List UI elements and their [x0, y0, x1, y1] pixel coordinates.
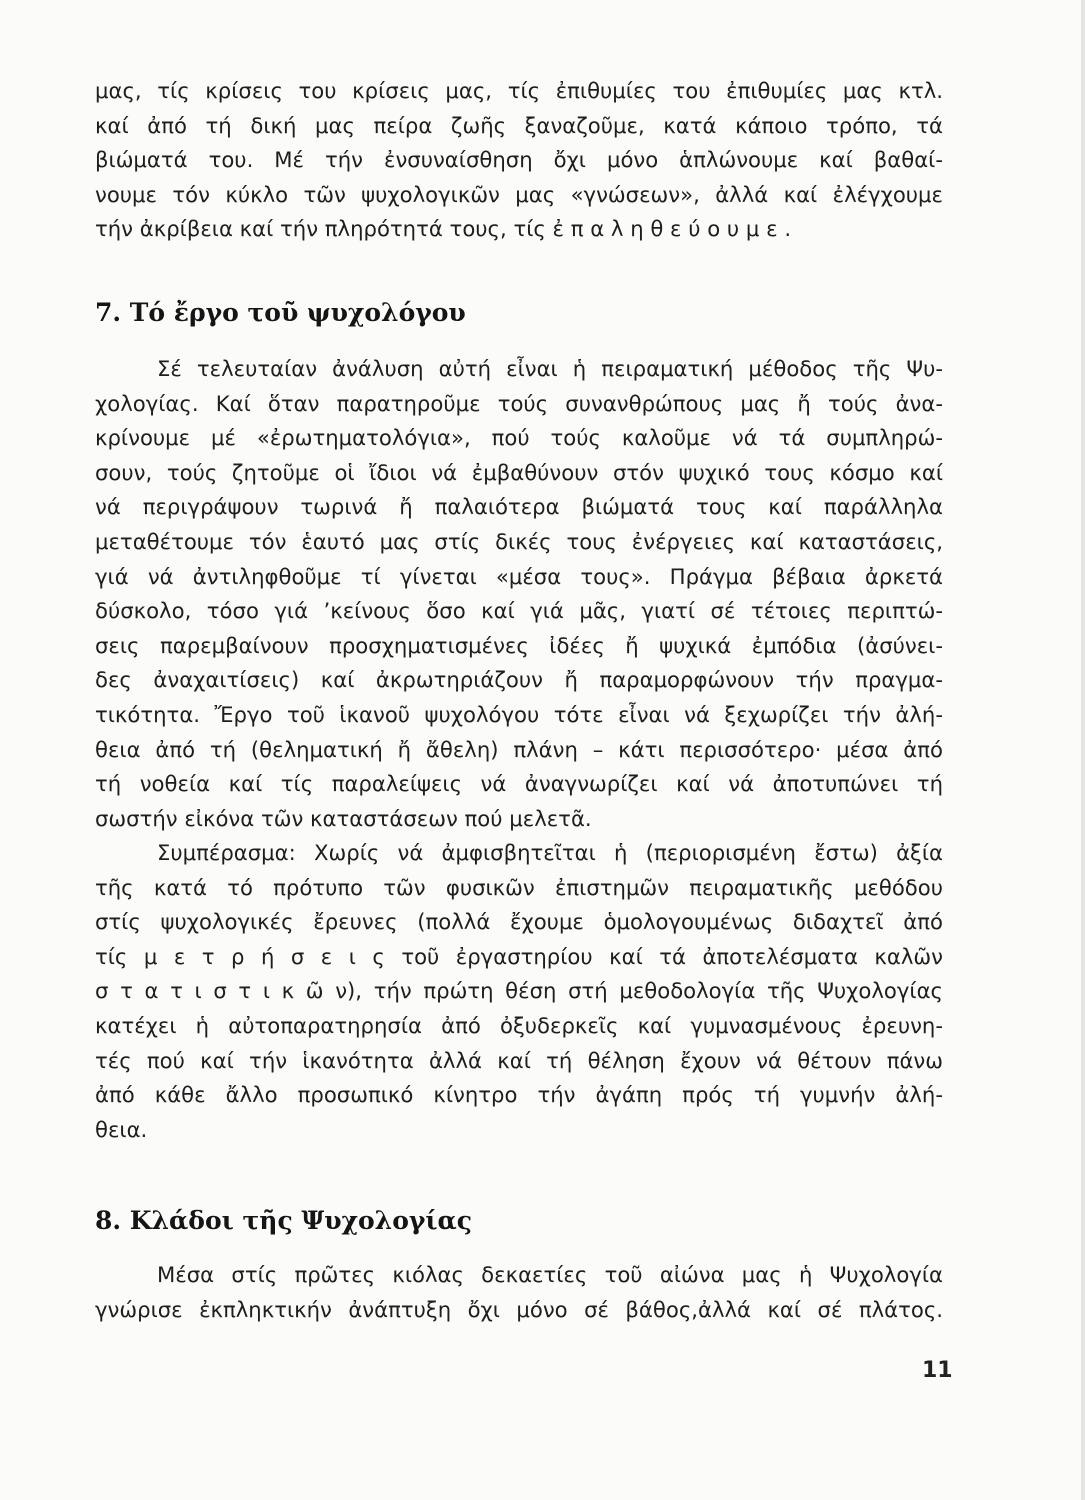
section-8-paragraph-1 [95, 1258, 943, 1327]
text-line: σωστήν εἰκόνα τῶν καταστάσεων πού μελετᾶ. [95, 805, 592, 831]
text-line: σουν, τούς ζητοῦμε οἱ ἴδιοι νά ἐμβαθύνουν στόν ψυχικό τους κόσμο καί [95, 459, 943, 485]
text-line: νουμε τόν κύκλο τῶν ψυχολογικῶν μας «γνώσεων», ἀλλά καί ἐλέγχουμε [95, 181, 943, 207]
text-line: στίς ψυχολογικές ἔρευνες (πολλά ἔχουμε ὁμολογουμένως διδαχτεῖ ἀπό [95, 909, 943, 935]
text-line: σεις παρεμβαίνουν προσχηματισμένες ἰδέες ἤ ψυχικά ἐμπόδια (ἀσύνει- [95, 632, 943, 658]
section-8-heading: 8. Κλάδοι τῆς Ψυχολογίας [95, 1206, 472, 1235]
text-line: Συμπέρασμα: Χωρίς νά ἀμφισβητεῖται ἡ (περιορισμένη ἔστω) ἀξία [157, 840, 943, 865]
page-edge [1081, 0, 1085, 1500]
intro-paragraph [95, 74, 943, 247]
text-line: θεια. [95, 1116, 148, 1142]
text-line: τῆς κατά τό πρότυπο τῶν φυσικῶν ἐπιστημῶν πειραματικῆς μεθόδου [95, 874, 943, 900]
text-line: δες ἀναχαιτίσεις) καί ἀκρωτηριάζουν ἤ παραμορφώνουν τήν πραγμα- [95, 667, 943, 693]
section-7-heading: 7. Τό ἔργο τοῦ ψυχολόγου [95, 298, 466, 327]
text-line: θεια ἀπό τή (θεληματική ἤ ἄθελη) πλάνη – κάτι περισσότερο· μέσα ἀπό [95, 736, 943, 762]
text-line: καί ἀπό τή δική μας πείρα ζωῆς ξαναζοῦμε, κατά κάποιο τρόπο, τά [95, 112, 943, 138]
text-line: τή νοθεία καί τίς παραλείψεις νά ἀναγνωρίζει καί νά ἀποτυπώνει τή [95, 771, 943, 797]
text-line: τίς μ ε τ ρ ή σ ε ι ς τοῦ ἐργαστηρίου καί τά ἀποτελέσματα καλῶν [95, 943, 943, 969]
text-line: τικότητα. Ἔργο τοῦ ἱκανοῦ ψυχολόγου τότε εἶναι νά ξεχωρίζει τήν ἀλή- [95, 701, 943, 727]
text-line: ἀπό κάθε ἄλλο προσωπικό κίνητρο τήν ἀγάπη πρός τή γυμνήν ἀλή- [95, 1082, 943, 1108]
text-line: κατέχει ἡ αὐτοπαρατηρησία ἀπό ὀξυδερκεῖς καί γυμνασμένους ἐρευνη- [95, 1012, 943, 1038]
section-7-paragraph-1 [95, 352, 943, 836]
text-line: μεταθέτουμε τόν ἑαυτό μας στίς δικές τους ἐνέργειες καί καταστάσεις, [95, 528, 943, 554]
text-line: κρίνουμε μέ «ἐρωτηματολόγια», πού τούς καλοῦμε νά τά συμπληρώ- [95, 425, 943, 451]
text-line: βιώματά του. Μέ τήν ἐνσυναίσθηση ὄχι μόνο ἁπλώνουμε καί βαθαί- [95, 147, 943, 173]
page-number: 11 [922, 1358, 953, 1383]
text-line: γιά νά ἀντιληφθοῦμε τί γίνεται «μέσα τους». Πράγμα βέβαια ἀρκετά [95, 563, 943, 589]
text-line: δύσκολο, τόσο γιά ’κείνους ὅσο καί γιά μᾶς, γιατί σέ τέτοιες περιπτώ- [95, 598, 943, 624]
text-line: Μέσα στίς πρῶτες κιόλας δεκαετίες τοῦ αἰώνα μας ἡ Ψυχολογία [157, 1262, 943, 1287]
text-line: σ τ α τ ι σ τ ι κ ῶ ν), τήν πρώτη θέση στή μεθοδολογία τῆς Ψυχολογίας [95, 978, 943, 1004]
text-line: Σέ τελευταίαν ἀνάλυση αὐτή εἶναι ἡ πειραματική μέθοδος τῆς Ψυ- [157, 356, 943, 381]
section-7-paragraph-2 [95, 836, 943, 1147]
text-line: τές πού καί τήν ἱκανότητα ἀλλά καί τή θέληση ἔχουν νά θέτουν πάνω [95, 1047, 943, 1073]
text-line: χολογίας. Καί ὅταν παρατηροῦμε τούς συνανθρώπους μας ἤ τούς ἀνα- [95, 390, 943, 416]
text-line: τήν ἀκρίβεια καί τήν πληρότητά τους, τίς ἐ π α λ η θ ε ύ ο υ μ ε . [95, 216, 792, 242]
text-line: νά περιγράψουν τωρινά ἤ παλαιότερα βιώματά τους καί παράλληλα [95, 494, 943, 520]
text-line: μας, τίς κρίσεις του κρίσεις μας, τίς ἐπιθυμίες του ἐπιθυμίες μας κτλ. [95, 78, 943, 103]
text-line: γνώρισε ἐκπληκτικήν ἀνάπτυξη ὄχι μόνο σέ βάθος,ἀλλά καί σέ πλάτος. [95, 1296, 943, 1322]
